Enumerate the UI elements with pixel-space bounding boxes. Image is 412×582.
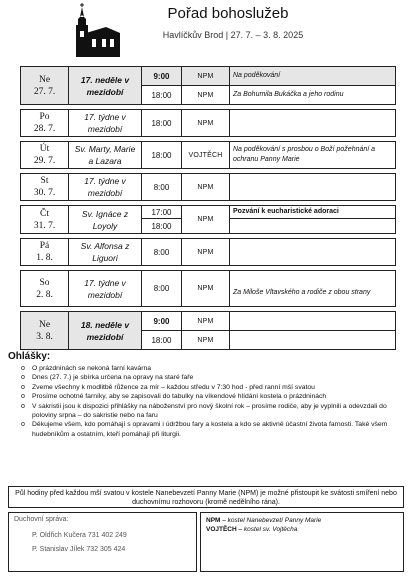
list-item: o O prázdninách se nekoná farní kavárna [18, 364, 402, 373]
mass-time: 8:00 [142, 239, 182, 266]
page-header [0, 0, 412, 58]
mass-place: NPM [182, 67, 230, 86]
mass-intention: Za Bohumila Bukáčka a jeho rodinu [230, 86, 396, 105]
priest-contact: P. Oldřich Kučera 731 402 249 [32, 532, 127, 539]
mass-intention [230, 174, 396, 201]
day-cell: St 30. 7. [21, 174, 69, 201]
list-item: o Děkujeme všem, kdo pomáhají s opravami i údržbou fary a kostela a kdo se aktivně účastní života farnosti. Také všem hudebníkům a ostatním, kteří pomáhají při liturgii. [18, 420, 402, 439]
feast-name: Sv. Ignáce z Loyoly [69, 206, 142, 234]
mass-time: 18:00 [142, 219, 182, 234]
parish-administration [8, 512, 197, 572]
mass-place: NPM [182, 110, 230, 137]
day-cell: Ne 3. 8. [21, 312, 69, 350]
mass-intention: Pozvání k eucharistické adoraci [230, 206, 396, 219]
legend-key: NPM [206, 517, 221, 524]
mass-intention [230, 312, 396, 331]
mass-place: NPM [182, 312, 230, 331]
mass-intention [230, 219, 396, 234]
mass-intention: Za Miloše Vltavského a rodiče z obou strany [230, 271, 396, 307]
mass-place: NPM [182, 86, 230, 105]
day-cell: So 2. 8. [21, 271, 69, 307]
list-item: o Dnes (27. 7.) je sbírka určena na opravy na staré faře [18, 373, 402, 382]
mass-time: 18:00 [142, 86, 182, 105]
feast-name: 17. týdne v mezidobí [69, 174, 142, 201]
feast-name: Sv. Marty, Marie a Lazara [69, 142, 142, 169]
list-item: o Prosíme ochotné farníky, aby se zapisovali do tabulky na víkendové hlídání kostela o prázdninách [18, 392, 402, 401]
feast-name: 17. týdne v mezidobí [69, 110, 142, 137]
announcements-title: Ohlášky: [8, 351, 51, 362]
mass-intention: Na poděkování s prosbou o Boží požehnání a ochranu Panny Marie [230, 142, 396, 169]
list-item: o V sakristii jsou k dispozici přihlášky na náboženství pro nový školní rok – prosíme rodiče, aby je vyplnili a odevzdali do poloviny srpna – do sakristie nebo na faru [18, 402, 402, 421]
mass-time: 18:00 [142, 142, 182, 169]
admin-label: Duchovní správa: [14, 516, 69, 523]
mass-place: NPM [182, 271, 230, 307]
mass-place: NPM [182, 206, 230, 234]
feast-name: 17. týdne v mezidobí [69, 271, 142, 307]
mass-time: 9:00 [142, 312, 182, 331]
mass-place: NPM [182, 174, 230, 201]
mass-intention [230, 110, 396, 137]
church-legend [200, 512, 404, 572]
day-cell: Út 29. 7. [21, 142, 69, 169]
mass-intention: Na poděkování [230, 67, 396, 86]
feast-name: 18. neděle v mezidobí [69, 312, 142, 350]
mass-place: VOJTĚCH [182, 142, 230, 169]
page-title: Pořad bohoslužeb [167, 5, 289, 22]
mass-intention [230, 331, 396, 350]
mass-intention [230, 239, 396, 266]
mass-time: 18:00 [142, 331, 182, 350]
list-item: o Zveme všechny k modlitbě růžence za mír – každou středu v 7:30 hod - před ranní mší svatou [18, 383, 402, 392]
day-cell: Ne 27. 7. [21, 67, 69, 105]
feast-name: 17. neděle v mezidobí [69, 67, 142, 105]
mass-time: 18:00 [142, 110, 182, 137]
confession-notice: Půl hodiny před každou mší svatou v kostele Nanebevzetí Panny Marie (NPM) je možné přistoupit ke svátosti smíření nebo duchovnímu rozhovoru (kromě nedělního rána). [8, 486, 404, 508]
legend-key: VOJTĚCH [206, 526, 237, 533]
mass-time: 8:00 [142, 271, 182, 307]
feast-name: Sv. Alfonsa z Liguori [69, 239, 142, 266]
mass-place: NPM [182, 331, 230, 350]
day-cell: Čt 31. 7. [21, 206, 69, 234]
page-subtitle: Havlíčkův Brod | 27. 7. – 3. 8. 2025 [162, 30, 304, 40]
day-cell: Po 28. 7. [21, 110, 69, 137]
legend-text: – kostel sv. Vojtěcha [236, 526, 298, 533]
priest-contact: P. Stanislav Jílek 732 305 424 [32, 546, 126, 553]
church-icon [62, 3, 122, 61]
announcements-list [18, 364, 402, 439]
legend-text: – kostel Nanebevzetí Panny Marie [220, 517, 322, 524]
mass-time: 9:00 [142, 67, 182, 86]
schedule-table [20, 66, 396, 350]
mass-place: NPM [182, 239, 230, 266]
mass-time: 8:00 [142, 174, 182, 201]
mass-time: 17:00 [142, 206, 182, 219]
day-cell: Pá 1. 8. [21, 239, 69, 266]
